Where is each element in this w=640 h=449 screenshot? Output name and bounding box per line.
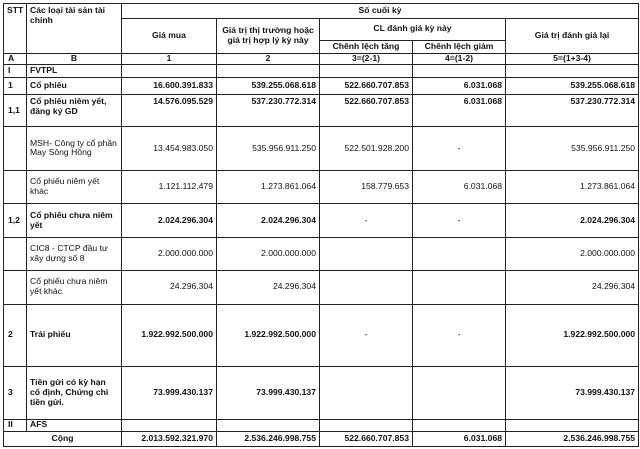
row-increase: 522.660.707.853 xyxy=(320,77,413,94)
row-market: 73.999.430.137 xyxy=(217,366,320,419)
row-name: Cổ phiếu niêm yết, đăng ký GD xyxy=(27,94,122,127)
table-row xyxy=(4,170,639,204)
row-name: MSH- Công ty cổ phần May Sông Hồng xyxy=(27,127,122,170)
row-increase xyxy=(320,419,413,432)
row-revalued: 1.273.861.064 xyxy=(506,170,639,204)
index-b: B xyxy=(27,53,122,65)
row-decrease xyxy=(413,366,506,419)
row-decrease: 6.031.068 xyxy=(413,170,506,204)
index-1: 1 xyxy=(122,53,217,65)
row-increase: 158.779.653 xyxy=(320,170,413,204)
table-row xyxy=(4,204,639,238)
header-period-end: Số cuối kỳ xyxy=(122,4,639,19)
row-decrease xyxy=(413,65,506,78)
row-decrease: 6.031.068 xyxy=(413,77,506,94)
row-market: 2.024.296.304 xyxy=(217,204,320,238)
table-row xyxy=(4,238,639,271)
table-row xyxy=(4,419,639,432)
row-name: CIC8 - CTCP đầu tư xây dựng số 8 xyxy=(27,238,122,271)
total-purchase: 2.013.592.321.970 xyxy=(122,432,217,447)
row-stt: 2 xyxy=(4,304,27,366)
row-market: 539.255.068.618 xyxy=(217,77,320,94)
row-market xyxy=(217,65,320,78)
row-market: 24.296.304 xyxy=(217,270,320,304)
row-stt xyxy=(4,127,27,170)
row-name: Cổ phiếu chưa niêm yết xyxy=(27,204,122,238)
row-market: 1.273.861.064 xyxy=(217,170,320,204)
row-market: 1.922.992.500.000 xyxy=(217,304,320,366)
table-row xyxy=(4,304,639,366)
index-2: 2 xyxy=(217,53,320,65)
row-purchase xyxy=(122,65,217,78)
row-stt: 1,1 xyxy=(4,94,27,127)
header-revaluation-diff: CL đánh giá kỳ này xyxy=(320,18,506,40)
row-revalued: 1.922.992.500.000 xyxy=(506,304,639,366)
row-decrease xyxy=(413,270,506,304)
row-revalued: 2.024.296.304 xyxy=(506,204,639,238)
row-purchase: 2.000.000.000 xyxy=(122,238,217,271)
row-purchase: 13.454.983.050 xyxy=(122,127,217,170)
row-revalued: 539.255.068.618 xyxy=(506,77,639,94)
header-stt: STT xyxy=(4,4,27,54)
row-market: 535.956.911.250 xyxy=(217,127,320,170)
row-name: Trái phiếu xyxy=(27,304,122,366)
row-market: 2.000.000.000 xyxy=(217,238,320,271)
total-label: Cộng xyxy=(4,432,122,447)
total-decrease: 6.031.068 xyxy=(413,432,506,447)
row-name: Cổ phiếu xyxy=(27,77,122,94)
index-3: 3=(2-1) xyxy=(320,53,413,65)
financial-assets-table xyxy=(3,3,639,447)
row-revalued xyxy=(506,419,639,432)
total-row xyxy=(4,432,639,447)
total-market: 2.536.246.998.755 xyxy=(217,432,320,447)
header-revalued-value: Giá trị đánh giá lại xyxy=(506,18,639,53)
row-stt: I xyxy=(4,65,27,78)
row-revalued: 73.999.430.137 xyxy=(506,366,639,419)
row-stt xyxy=(4,238,27,271)
table-row xyxy=(4,127,639,170)
total-increase: 522.660.707.853 xyxy=(320,432,413,447)
header-asset-type: Các loại tài sản tài chính xyxy=(27,4,122,54)
row-market: 537.230.772.314 xyxy=(217,94,320,127)
row-decrease xyxy=(413,419,506,432)
row-increase xyxy=(320,65,413,78)
row-decrease: - xyxy=(413,127,506,170)
row-revalued: 2.000.000.000 xyxy=(506,238,639,271)
row-purchase: 1.922.992.500.000 xyxy=(122,304,217,366)
index-a: A xyxy=(4,53,27,65)
row-name: Tiền gửi có kỳ hạn cố định, Chứng chỉ tiền gửi. xyxy=(27,366,122,419)
total-revalued: 2.536.246.998.755 xyxy=(506,432,639,447)
header-purchase-price: Giá mua xyxy=(122,18,217,53)
row-revalued: 535.956.911.250 xyxy=(506,127,639,170)
row-purchase xyxy=(122,419,217,432)
row-stt: II xyxy=(4,419,27,432)
row-name: Cổ phiếu chưa niêm yết khác xyxy=(27,270,122,304)
header-increase: Chênh lệch tăng xyxy=(320,40,413,53)
row-stt: 1,2 xyxy=(4,204,27,238)
row-decrease: 6.031.068 xyxy=(413,94,506,127)
row-decrease: - xyxy=(413,304,506,366)
row-purchase: 16.600.391.833 xyxy=(122,77,217,94)
index-4: 4=(1-2) xyxy=(413,53,506,65)
row-increase: 522.501.928.200 xyxy=(320,127,413,170)
row-decrease: - xyxy=(413,204,506,238)
header-decrease: Chênh lệch giảm xyxy=(413,40,506,53)
row-revalued xyxy=(506,65,639,78)
table-row xyxy=(4,94,639,127)
table-row xyxy=(4,366,639,419)
table-row xyxy=(4,270,639,304)
table-row xyxy=(4,77,639,94)
row-name: FVTPL xyxy=(27,65,122,78)
row-purchase: 24.296.304 xyxy=(122,270,217,304)
row-revalued: 24.296.304 xyxy=(506,270,639,304)
row-stt xyxy=(4,170,27,204)
row-revalued: 537.230.772.314 xyxy=(506,94,639,127)
row-decrease xyxy=(413,238,506,271)
table-row xyxy=(4,65,639,78)
row-increase xyxy=(320,366,413,419)
row-increase xyxy=(320,270,413,304)
row-name: AFS xyxy=(27,419,122,432)
row-increase xyxy=(320,238,413,271)
row-purchase: 14.576.095.529 xyxy=(122,94,217,127)
row-purchase: 1.121.112.479 xyxy=(122,170,217,204)
row-increase: - xyxy=(320,304,413,366)
row-increase: 522.660.707.853 xyxy=(320,94,413,127)
row-stt: 1 xyxy=(4,77,27,94)
row-purchase: 73.999.430.137 xyxy=(122,366,217,419)
row-market xyxy=(217,419,320,432)
header-market-value: Giá trị thị trường hoặc giá trị hợp lý kỳ này xyxy=(217,18,320,53)
row-stt xyxy=(4,270,27,304)
index-5: 5=(1+3-4) xyxy=(506,53,639,65)
row-increase: - xyxy=(320,204,413,238)
row-name: Cổ phiếu niêm yết khác xyxy=(27,170,122,204)
row-stt: 3 xyxy=(4,366,27,419)
row-purchase: 2.024.296.304 xyxy=(122,204,217,238)
